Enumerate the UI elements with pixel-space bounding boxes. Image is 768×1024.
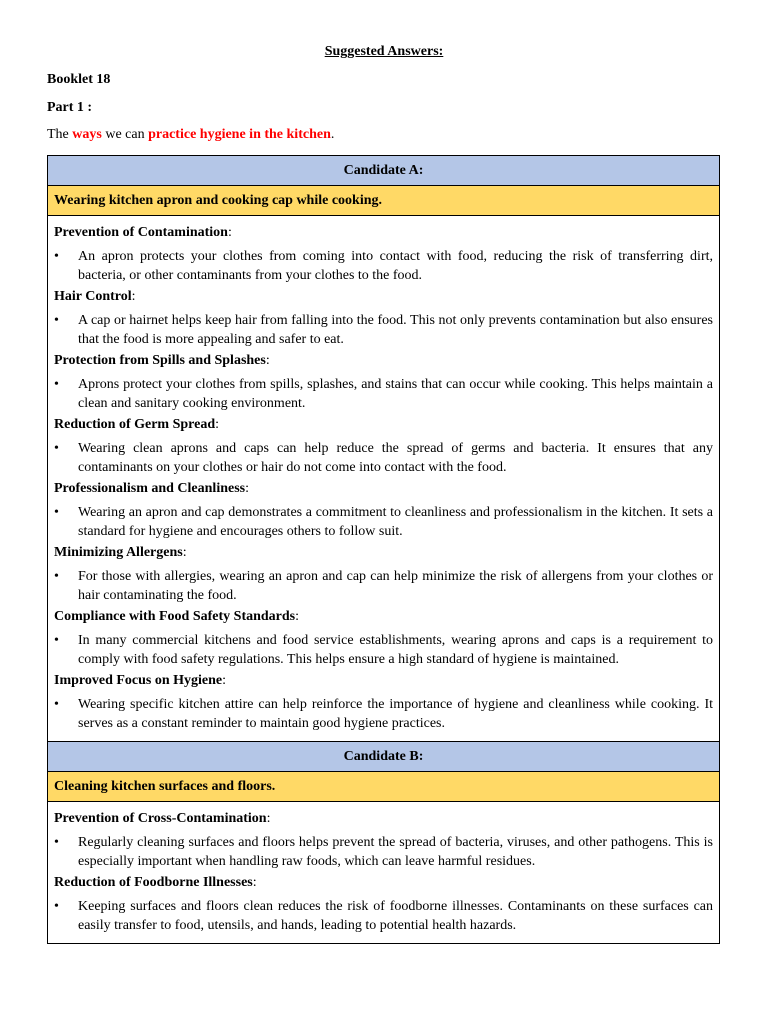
section: Professionalism and Cleanliness: • Wearing an apron and cap demonstrates a commitment to cleanliness and professionalism in the kitchen. It sets a standard for hygiene and encourages others to follow suit.: [54, 481, 713, 539]
bullet-icon: •: [54, 899, 59, 914]
intro-middle: we can: [105, 127, 145, 142]
booklet-label: Booklet 18: [47, 72, 111, 87]
list-item: [54, 247, 713, 285]
section-heading: Reduction of Foodborne Illnesses: [54, 875, 253, 890]
candidate-b-topic: Cleaning kitchen surfaces and floors.: [48, 772, 719, 802]
section-text: Wearing clean aprons and caps can help reduce the spread of germs and bacteria. It ensures that any contaminants on your clothes or hair do not come into contact with the food.: [78, 441, 713, 475]
list-item: [54, 503, 713, 541]
section-heading: Prevention of Contamination: [54, 225, 228, 240]
section: Prevention of Contamination: • An apron protects your clothes from coming into contact with food, reducing the risk of transferring dirt, bacteria, or other contaminants from your clothes to the food.: [54, 225, 713, 283]
section: Minimizing Allergens: • For those with allergies, wearing an apron and cap can help minimize the risk of allergens from your clothes or hair contaminating the food.: [54, 545, 713, 603]
section-heading: Compliance with Food Safety Standards: [54, 609, 296, 624]
section: Compliance with Food Safety Standards: • In many commercial kitchens and food service establishments, wearing aprons and caps is a requirement to comply with food safety regulations. This helps ensure a high standard of hygiene is maintained.: [54, 609, 713, 667]
section-text: Keeping surfaces and floors clean reduces the risk of foodborne illnesses. Contaminants on these surfaces can easily transfer to food, utensils, and hands, leading to potential health hazards.: [78, 899, 713, 933]
list-item: [54, 897, 713, 935]
section: Improved Focus on Hygiene: • Wearing specific kitchen attire can help reinforce the importance of hygiene and cleanliness while cooking. It serves as a constant reminder to maintain good hygiene practices.: [54, 673, 713, 731]
bullet-icon: •: [54, 441, 59, 456]
candidate-b-header: Candidate B:: [48, 741, 719, 772]
section-text: Aprons protect your clothes from spills, splashes, and stains that can occur while cooking. This helps maintain a clean and sanitary cooking environment.: [78, 377, 713, 411]
section-text: Wearing specific kitchen attire can help reinforce the importance of hygiene and cleanliness while cooking. It serves as a constant reminder to maintain good hygiene practices.: [78, 697, 713, 731]
candidate-a-body: [48, 216, 719, 741]
section-text: Regularly cleaning surfaces and floors helps prevent the spread of bacteria, viruses, and other pathogens. This is especially important when handling raw foods, which can leave harmful residues.: [78, 835, 713, 869]
candidate-b-body: [48, 802, 719, 943]
list-item: [54, 695, 713, 733]
section-heading: Protection from Spills and Splashes: [54, 353, 266, 368]
list-item: [54, 311, 713, 349]
bullet-icon: •: [54, 569, 59, 584]
bullet-icon: •: [54, 835, 59, 850]
section: Reduction of Germ Spread: • Wearing clean aprons and caps can help reduce the spread of germs and bacteria. It ensures that any contaminants on your clothes or hair do not come into contact with the food.: [54, 417, 713, 475]
bullet-icon: •: [54, 697, 59, 712]
section: Hair Control: • A cap or hairnet helps keep hair from falling into the food. This not only prevents contamination but also ensures that the food is more appealing and safer to eat.: [54, 289, 713, 347]
bullet-icon: •: [54, 377, 59, 392]
candidate-a-topic: Wearing kitchen apron and cooking cap while cooking.: [48, 186, 719, 216]
intro-prefix: The: [47, 127, 69, 142]
section-heading: Minimizing Allergens: [54, 545, 183, 560]
candidate-a-header: Candidate A:: [48, 156, 719, 186]
section-text: In many commercial kitchens and food service establishments, wearing aprons and caps is a requirement to comply with food safety regulations. This helps ensure a high standard of hygiene is maintained.: [78, 633, 713, 667]
list-item: [54, 375, 713, 413]
section: Prevention of Cross-Contamination: • Regularly cleaning surfaces and floors helps prevent the spread of bacteria, viruses, and other pathogens. This is especially important when handling raw foods, which can leave harmful residues.: [54, 811, 713, 869]
bullet-icon: •: [54, 505, 59, 520]
intro-sentence: [47, 127, 334, 143]
section-heading: Improved Focus on Hygiene: [54, 673, 223, 688]
part-label: Part 1 :: [47, 100, 93, 115]
bullet-icon: •: [54, 633, 59, 648]
section-heading: Prevention of Cross-Contamination: [54, 811, 267, 826]
section-text: A cap or hairnet helps keep hair from falling into the food. This not only prevents contamination but also ensures that the food is more appealing and safer to eat.: [78, 313, 713, 347]
list-item: [54, 439, 713, 477]
section: Reduction of Foodborne Illnesses: • Keeping surfaces and floors clean reduces the risk of foodborne illnesses. Contaminants on these surfaces can easily transfer to food, utensils, and hands, leading to potential health hazards.: [54, 875, 713, 933]
section-heading: Hair Control: [54, 289, 132, 304]
list-item: [54, 833, 713, 871]
intro-practice: practice hygiene in the kitchen: [148, 127, 331, 142]
bullet-icon: •: [54, 249, 59, 264]
section-text: Wearing an apron and cap demonstrates a commitment to cleanliness and professionalism in the kitchen. It sets a standard for hygiene and encourages others to follow suit.: [78, 505, 713, 539]
section: Protection from Spills and Splashes: • Aprons protect your clothes from spills, splashes, and stains that can occur while cooking. This helps maintain a clean and sanitary cooking environment.: [54, 353, 713, 411]
bullet-icon: •: [54, 313, 59, 328]
section-heading: Professionalism and Cleanliness: [54, 481, 246, 496]
section-text: For those with allergies, wearing an apron and cap can help minimize the risk of allergens from your clothes or hair contaminating the food.: [78, 569, 713, 603]
section-text: An apron protects your clothes from coming into contact with food, reducing the risk of transferring dirt, bacteria, or other contaminants from your clothes to the food.: [78, 249, 713, 283]
section-heading: Reduction of Germ Spread: [54, 417, 216, 432]
answers-table: [47, 155, 720, 944]
list-item: [54, 631, 713, 669]
list-item: [54, 567, 713, 605]
document-title: Suggested Answers:: [324, 44, 444, 59]
intro-ways: ways: [72, 127, 102, 142]
intro-suffix: .: [330, 127, 335, 142]
